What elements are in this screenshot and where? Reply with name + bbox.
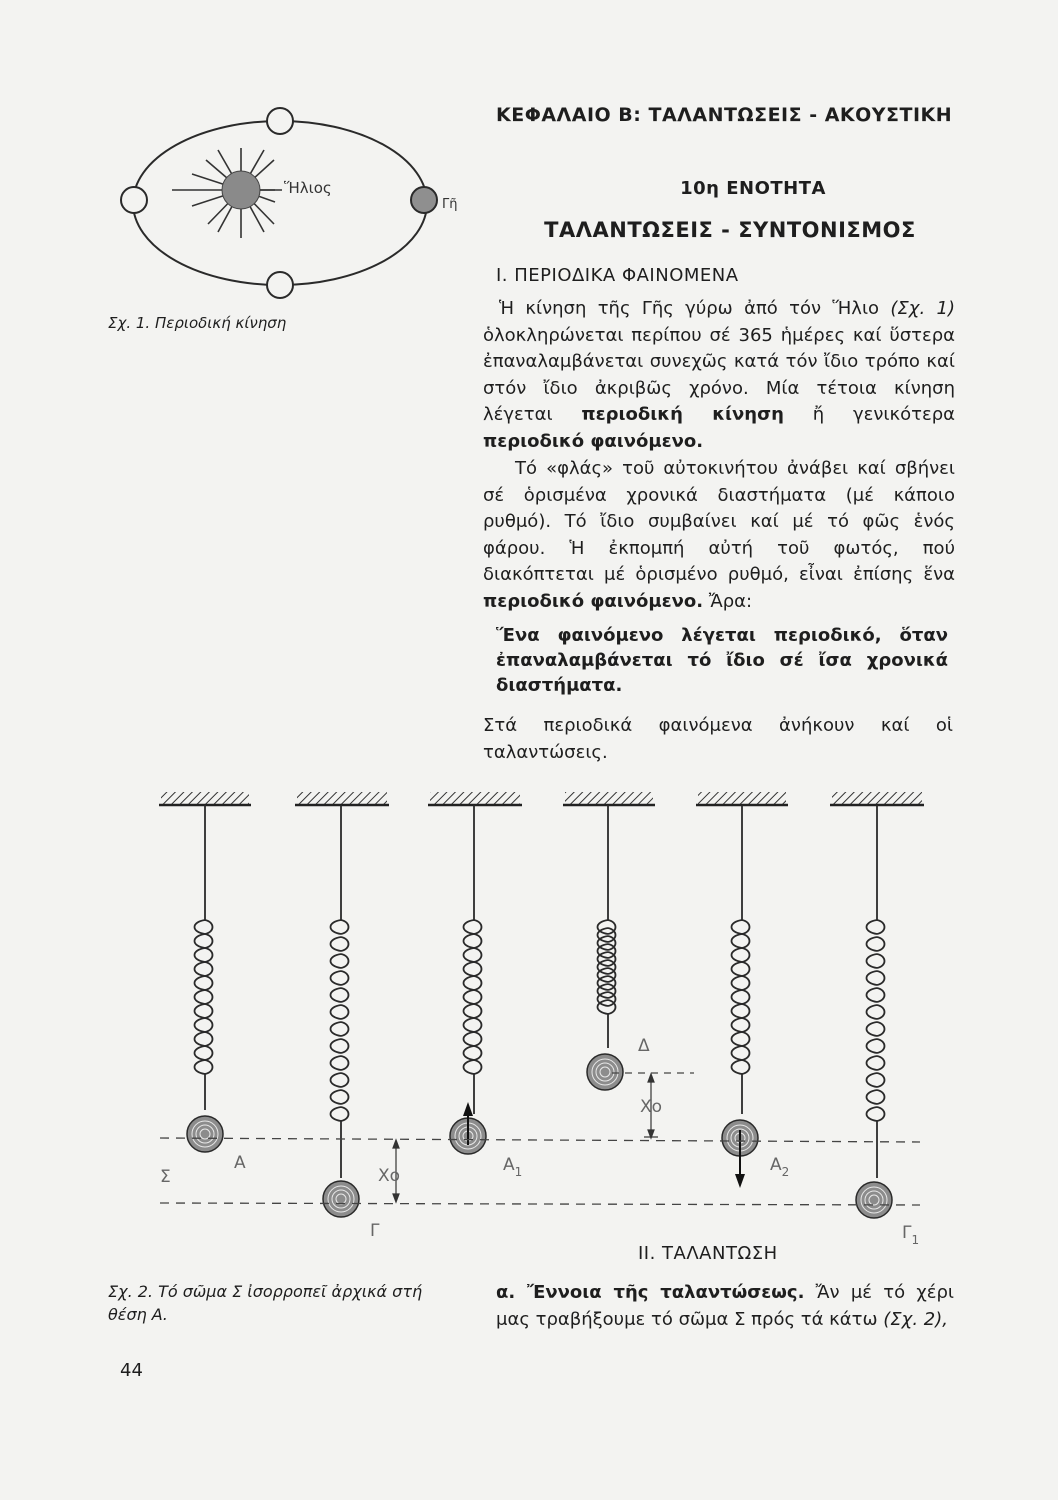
ceiling-1 [159,792,251,805]
ceiling-3 [428,792,522,805]
lowest-line [160,1203,920,1205]
section-title: ΤΑΛΑΝΤΩΣΕΙΣ - ΣΥΝΤΟΝΙΣΜΟΣ [544,218,916,242]
figure-1-orbit [110,90,458,320]
paragraph-1-bold-2: περιοδικό φαινόμενο. [483,430,704,452]
page-number: 44 [120,1360,143,1381]
sun [222,171,260,209]
label-A1-sub: 1 [514,1165,523,1179]
earth-label: Γῆ [442,197,458,212]
equilibrium-line [160,1138,920,1142]
spring-2 [323,805,359,1217]
label-A1-main: Α [503,1155,515,1175]
paragraph-2 [483,456,955,615]
label-gamma1-sub: 1 [911,1233,920,1247]
ceiling-5 [696,792,788,805]
label-sigma: Σ [160,1167,171,1187]
paragraph-2-text-1: Τό «φλάς» τοῦ αὐτοκινήτου ἀνάβει καί σβήνει σέ ὁρισμένα χρονικά διαστήματα (μέ κάποιο ρυθμό). Τό ἴδιο συμβαίνει καί μέ τό φῶς ἑνός φάρου. Ἡ ἐκπομπή αὐτή τοῦ φωτός, πού διακόπτεται μέ ὁρισμένο ρυθμό, εἶναι ἐπίσης ἕνα [483,458,955,585]
label-A2-main: Α [770,1155,782,1175]
paragraph-2-bold-1: περιοδικό φαινόμενο. [483,590,704,612]
spring-3 [450,805,486,1154]
figure-1-caption: Σχ. 1. Περιοδική κίνηση [108,314,287,332]
label-x0-1: Xο [378,1166,401,1186]
earth-right [411,187,437,213]
label-delta: Δ [638,1036,650,1056]
label-gamma1 [902,1223,919,1247]
earth-left [121,187,147,213]
label-x0-2: Xο [640,1097,663,1117]
subsection-title-2: ΙΙ. ΤΑΛΑΝΤΩΣΗ [638,1243,778,1264]
label-A1 [503,1155,522,1179]
paragraph-1-text-2: ὁλοκληρώνεται περίπου σέ 365 ἡμέρες καί ὕστερα ἐπαναλαμβάνεται συνεχῶς κατά τόν ἴδιο τρόπο καί στόν ἴδιο ἀκριβῶς χρόνο. Μία τέτοια κίνηση λέγεται [483,324,955,425]
label-gamma: Γ [370,1221,380,1241]
paragraph-4-ref: (Σχ. 2), [883,1309,948,1330]
ceiling-4 [563,792,655,805]
paragraph-4-text-1: Ἄν μέ τό χέρι μας τραβήξουμε τό σῶμα Σ πρός τά κάτω [496,1282,954,1330]
earth-top [267,108,293,134]
orbit-ellipse [133,121,427,285]
sun-label: Ἥλιος [284,179,332,197]
paragraph-1-text-3: ἤ γενικότερα [783,404,955,425]
label-gamma1-main: Γ [902,1223,912,1243]
spring-6 [856,805,892,1218]
unit-title: 10η ΕΝΟΤΗΤΑ [680,178,826,199]
chapter-title: ΚΕΦΑΛΑΙΟ Β: ΤΑΛΑΝΤΩΣΕΙΣ - ΑΚΟΥΣΤΙΚΗ [496,104,953,126]
paragraph-4-bold-1: α. Ἔννοια τῆς ταλαντώσεως. [496,1282,805,1303]
paragraph-3: Στά περιοδικά φαινόμενα ἀνήκουν καί οἱ ταλαντώσεις. [483,715,953,763]
earth-bottom [267,272,293,298]
subsection-title-1: Ι. ΠΕΡΙΟΔΙΚΑ ΦΑΙΝΟΜΕΝΑ [496,265,739,286]
paragraph-1-ref: (Σχ. 1) [890,298,955,319]
label-A2 [770,1155,789,1179]
spring-1 [187,805,223,1152]
paragraph-1-text-1: Ἡ κίνηση τῆς Γῆς γύρω ἀπό τόν Ἥλιο [499,298,891,319]
figure-2-springs [0,780,1058,1247]
ceiling-6 [830,792,924,805]
label-A2-sub: 2 [781,1165,790,1179]
paragraph-1 [483,296,955,455]
spring-5 [722,805,758,1188]
paragraph-2-text-2: Ἄρα: [703,590,753,612]
spring-4 [587,805,623,1090]
paragraph-1-bold-1: περιοδική κίνηση [581,404,784,425]
ceiling-2 [295,792,389,805]
label-A: Α [234,1153,246,1173]
figure-2-caption-placed: Σχ. 2. Τό σῶμα Σ ἰσορροπεῖ ἀρχικά στή θέση Α. [108,1282,423,1324]
paragraph-4 [496,1279,954,1333]
definition: Ἕνα φαινόμενο λέγεται περιοδικό, ὅταν ἐπαναλαμβάνεται τό ἴδιο σέ ἴσα χρονικά διαστήματα. [496,625,948,696]
